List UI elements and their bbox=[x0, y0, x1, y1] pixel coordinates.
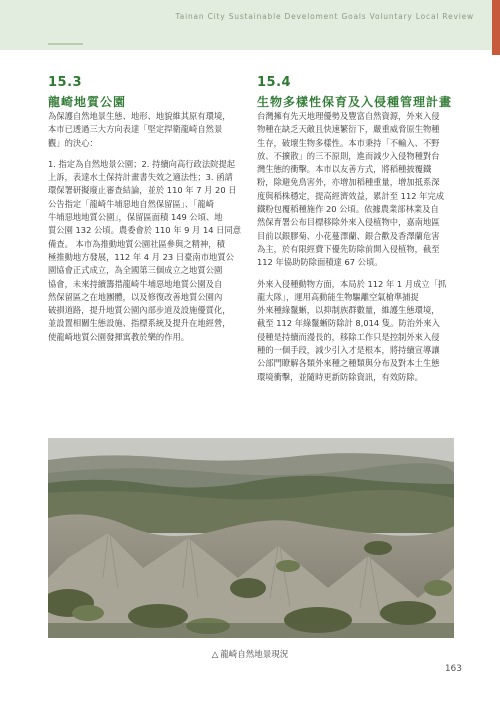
text-line: 截至 112 年綠鬣蜥防除計 8,014 隻。防治外來入 bbox=[257, 318, 440, 329]
text-line: 使龍崎地質公園發揮寓教於樂的作用。 bbox=[48, 331, 190, 342]
text-line: 然保留區之在地團體，以及修復改善地質公園內 bbox=[48, 291, 223, 302]
text-line: 牛埔惡地地質公園」，保留區面積 149 公頃、地 bbox=[48, 212, 223, 223]
text-line: 協會，未來持續籌措龍崎牛埔惡地地質公園及自 bbox=[48, 278, 223, 289]
section-title: 龍崎地質公園 bbox=[48, 95, 127, 109]
text-line: 龍大隊」，運用高動能生物驅離空氣槍準捕捉 bbox=[257, 291, 419, 302]
caption-text: 龍崎自然地景現況 bbox=[220, 650, 289, 660]
section-number: 15.4 bbox=[257, 75, 292, 90]
text-line: 然保育署公布目標移除外來入侵植物中，嘉南地區 bbox=[257, 217, 440, 228]
text-line: 園協會正式成立，為全國第三個成立之地質公園 bbox=[48, 265, 223, 276]
text-line: 生存，破壞生物多樣性。本市秉持「不輸入、不野 bbox=[257, 137, 440, 148]
section-15-4 bbox=[257, 75, 457, 384]
badlands-illustration bbox=[48, 438, 454, 638]
figure-caption bbox=[0, 648, 500, 660]
text-line: 破損道路，提升地質公園內部步道及設施優質化， bbox=[48, 305, 231, 316]
text-line: 為主，於有限經費下優先防除前開入侵植物，截至 bbox=[257, 243, 440, 254]
text-line: 本市已透過三大方向表達「堅定捍衛龍崎自然景 bbox=[48, 124, 223, 135]
text-line: 灣生態的衝擊。本市以友善方式，將稻種披覆鐵 bbox=[257, 164, 432, 175]
text-line: 備查。 本市為推動地質公園社區參與之精神，積 bbox=[48, 238, 225, 249]
accent-tab bbox=[492, 0, 500, 55]
section-number: 15.3 bbox=[48, 75, 83, 90]
page-number: 163 bbox=[444, 664, 462, 674]
text-line: 公告指定「龍崎牛埔惡地自然保留區」、「龍崎 bbox=[48, 198, 214, 209]
text-line: 侵種是持續而漫長的，移除工作只是控制外來入侵 bbox=[257, 331, 440, 342]
report-title: Tainan City Sustainable Develoment Goals Voluntary Local Review bbox=[175, 12, 474, 21]
text-line: 種的一個手段，減少引入才是根本，將持續宣導讓 bbox=[257, 345, 440, 356]
triangle-icon: △ bbox=[211, 650, 219, 660]
paragraph bbox=[48, 158, 248, 344]
section-title: 生物多樣性保育及入侵種管理計畫 bbox=[257, 95, 453, 109]
text-line: 目前以銀膠菊、小花蔓澤蘭、銀合歡及香澤蘭危害 bbox=[257, 230, 440, 241]
text-line: 並設置相關生態設施、指標系統及提升在地經營， bbox=[48, 318, 231, 329]
text-line: 質公園 132 公頃。農委會於 110 年 9 月 14 日同意 bbox=[48, 225, 242, 236]
text-line: 外來種綠鬣蜥，以抑制族群數量，維護生態環境， bbox=[257, 305, 440, 316]
section-15-3 bbox=[48, 75, 248, 344]
paragraph bbox=[257, 278, 457, 384]
paragraph bbox=[257, 110, 457, 270]
text-line: 1. 指定為自然地景公園；2. 持續向高行政法院提起 bbox=[48, 158, 236, 169]
text-line: 上訴，表達水土保持計畫書失效之適法性；3. 函請 bbox=[48, 172, 233, 183]
paragraph bbox=[48, 110, 248, 150]
text-line: 112 年協助防除面積達 67 公頃。 bbox=[257, 257, 383, 268]
text-line: 物種在缺乏天敵且快速繁衍下，嚴重威脅原生物種 bbox=[257, 124, 440, 135]
text-line: 極推動地方發展，112 年 4 月 23 日臺南市地質公 bbox=[48, 251, 234, 262]
text-line: 環境衝擊，並隨時更新防除資訊，有效防除。 bbox=[257, 371, 423, 382]
text-line: 觀」的決心： bbox=[48, 137, 98, 148]
landscape-photo bbox=[48, 438, 454, 638]
text-line: 度與稻株穩定，提高經濟效益，累計至 112 年完成 bbox=[257, 190, 445, 201]
text-line: 台灣擁有先天地理優勢及豐富自然資源，外來入侵 bbox=[257, 111, 440, 121]
text-line: 為保護自然地景生態、地形、地貌維其原有環境， bbox=[48, 111, 231, 121]
text-line: 外來入侵種動物方面，本局於 112 年 1 月成立「抓 bbox=[257, 278, 447, 289]
header-rule bbox=[48, 43, 83, 45]
text-line: 環保署研擬廢止審查結論，並於 110 年 7 月 20 日 bbox=[48, 185, 237, 196]
text-line: 鐵粉包覆稻種施作 20 公頃。依據農業部林業及自 bbox=[257, 204, 439, 215]
text-line: 公部門瞭解各類外來種之種類與分布及對本土生態 bbox=[257, 358, 440, 369]
text-line: 放、不擴散」的三不原則，進而減少入侵物種對台 bbox=[257, 150, 440, 161]
text-line: 粉，除避免鳥害外，亦增加稻種重量，增加抵系深 bbox=[257, 177, 440, 188]
